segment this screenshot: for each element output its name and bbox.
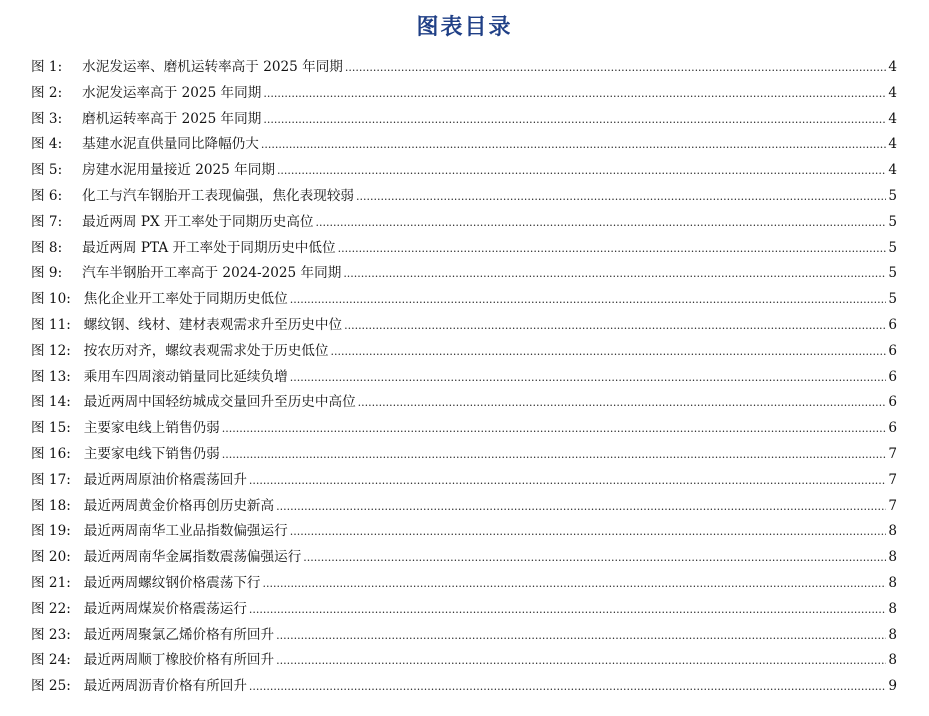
figure-number: 图 2: [31,84,63,101]
dot-leader [277,158,886,184]
dot-leader [263,107,886,133]
figure-number: 图 14: [31,394,71,411]
figure-caption[interactable]: 最近两周顺丁橡胶价格有所回升 [83,652,275,669]
figure-number: 图 19: [31,523,71,540]
toc-entry[interactable] [31,55,897,81]
figure-number: 图 21: [31,574,71,591]
figure-caption[interactable]: 房建水泥用量接近 2025 年同期 [82,162,275,179]
figure-number: 图 15: [31,420,71,437]
toc-entry[interactable] [31,674,897,700]
page-number[interactable]: 4 [888,59,897,75]
toc-entry[interactable] [31,494,897,520]
figure-caption[interactable]: 最近两周中国轻纺城成交量回升至历史中高位 [83,394,356,411]
toc-entry[interactable] [31,571,897,597]
figure-number: 图 16: [31,445,71,462]
page-number[interactable]: 8 [888,523,897,540]
toc-entry[interactable] [31,313,897,339]
figure-caption[interactable]: 汽车半钢胎开工率高于 2024-2025 年同期 [82,265,342,282]
page-number[interactable]: 6 [888,420,897,437]
figure-list [31,55,897,700]
dot-leader [290,287,886,313]
toc-entry[interactable] [31,416,897,442]
toc-entry[interactable] [31,468,897,494]
figure-number: 图 5: [31,162,63,179]
figure-caption[interactable]: 最近两周沥青价格有所回升 [83,678,247,695]
dot-leader [276,648,886,674]
page-number[interactable]: 6 [888,342,897,359]
dot-leader [356,184,886,210]
dot-leader [344,313,886,339]
page-number[interactable]: 8 [888,574,897,591]
page-number[interactable]: 6 [888,394,897,411]
figure-caption[interactable]: 主要家电线上销售仍弱 [83,420,220,437]
toc-entry[interactable] [31,339,897,365]
dot-leader [249,674,886,700]
figure-caption[interactable]: 最近两周黄金价格再创历史新高 [83,497,275,514]
page-number[interactable]: 8 [888,549,897,566]
dot-leader [358,390,886,416]
dot-leader [303,545,886,571]
page-number[interactable]: 4 [888,162,897,179]
toc-entry[interactable] [31,287,897,313]
figure-number: 图 22: [31,600,71,617]
figure-number: 图 23: [31,626,71,643]
page-number[interactable]: 4 [888,136,897,153]
figure-number: 图 20: [31,549,71,566]
figure-number: 图 1: [31,59,63,75]
toc-entry[interactable] [31,390,897,416]
figure-number: 图 6: [31,187,63,204]
page-number[interactable]: 5 [888,291,897,308]
toc-entry[interactable] [31,365,897,391]
dot-leader [222,416,886,442]
page-number[interactable]: 9 [888,678,897,695]
figure-number: 图 17: [31,471,71,488]
page-number[interactable]: 5 [888,239,897,256]
dot-leader [222,442,886,468]
figure-caption[interactable]: 乘用车四周滚动销量同比延续负增 [83,368,288,385]
figure-caption[interactable]: 最近两周原油价格震荡回升 [83,471,247,488]
toc-title: 图表目录 [416,14,513,40]
toc-entry[interactable] [31,81,897,107]
dot-leader [263,81,886,107]
toc-entry[interactable] [31,623,897,649]
toc-entry[interactable] [31,107,897,133]
dot-leader [261,132,886,158]
toc-entry[interactable] [31,210,897,236]
figure-caption[interactable]: 水泥发运率高于 2025 年同期 [82,84,262,101]
figure-number: 图 3: [31,110,63,127]
dot-leader [276,623,886,649]
figure-number: 图 8: [31,239,63,256]
figure-caption[interactable]: 最近两周 PX 开工率处于同期历史高位 [82,213,314,230]
page-number[interactable]: 4 [888,110,897,127]
figure-number: 图 25: [31,678,71,695]
page-number[interactable]: 6 [888,368,897,385]
figure-caption[interactable]: 化工与汽车钢胎开工表现偏强，焦化表现较弱 [82,187,355,204]
figure-number: 图 18: [31,497,71,514]
figure-number: 图 4: [31,136,63,153]
figure-number: 图 7: [31,213,63,230]
figure-number: 图 13: [31,368,71,385]
figure-number: 图 12: [31,342,71,359]
dot-leader [345,55,886,81]
figure-caption[interactable]: 磨机运转率高于 2025 年同期 [82,110,262,127]
figure-caption[interactable]: 最近两周煤炭价格震荡运行 [83,600,247,617]
figure-caption[interactable]: 螺纹钢、线材、建材表观需求升至历史中位 [83,316,343,333]
toc-entry[interactable] [31,158,897,184]
figure-caption[interactable]: 最近两周南华金属指数震荡偏强运行 [83,549,302,566]
figure-number: 图 24: [31,652,71,669]
toc-entry[interactable] [31,184,897,210]
figure-caption[interactable]: 最近两周聚氯乙烯价格有所回升 [83,626,275,643]
dot-leader [263,571,886,597]
toc-entry[interactable] [31,519,897,545]
figure-caption[interactable]: 焦化企业开工率处于同期历史低位 [83,291,288,308]
dot-leader [249,468,886,494]
dot-leader [276,494,886,520]
toc-entry[interactable] [31,236,897,262]
page-number[interactable]: 7 [888,497,897,514]
page-number[interactable]: 4 [888,84,897,101]
page-number[interactable]: 8 [888,652,897,669]
page-number[interactable]: 7 [888,471,897,488]
figure-number: 图 10: [31,291,71,308]
figure-number: 图 9: [31,265,63,282]
figure-caption[interactable]: 主要家电线下销售仍弱 [83,445,220,462]
figure-caption[interactable]: 最近两周南华工业品指数偏强运行 [83,523,288,540]
dot-leader [330,339,886,365]
toc-entry[interactable] [31,597,897,623]
toc-entry[interactable] [31,545,897,571]
page-number[interactable]: 5 [888,265,897,282]
dot-leader [316,210,886,236]
dot-leader [343,261,886,287]
page-number[interactable]: 8 [888,600,897,617]
page-number[interactable]: 8 [888,626,897,643]
figure-caption[interactable]: 水泥发运率、磨机运转率高于 2025 年同期 [82,59,343,75]
toc-entry[interactable] [31,261,897,287]
figure-caption[interactable]: 最近两周螺纹钢价格震荡下行 [83,574,261,591]
figure-caption[interactable]: 按农历对齐，螺纹表观需求处于历史低位 [83,342,329,359]
dot-leader [338,236,886,262]
toc-entry[interactable] [31,442,897,468]
figure-caption[interactable]: 最近两周 PTA 开工率处于同期历史中低位 [82,239,336,256]
toc-entry[interactable] [31,648,897,674]
dot-leader [290,519,886,545]
dot-leader [290,365,886,391]
figure-caption[interactable]: 基建水泥直供量同比降幅仍大 [82,136,259,153]
page-number[interactable]: 7 [888,445,897,462]
page-number[interactable]: 5 [888,187,897,204]
page-number[interactable]: 5 [888,213,897,230]
toc-entry[interactable] [31,132,897,158]
figure-number: 图 11: [31,316,71,333]
dot-leader [249,597,886,623]
page-number[interactable]: 6 [888,316,897,333]
